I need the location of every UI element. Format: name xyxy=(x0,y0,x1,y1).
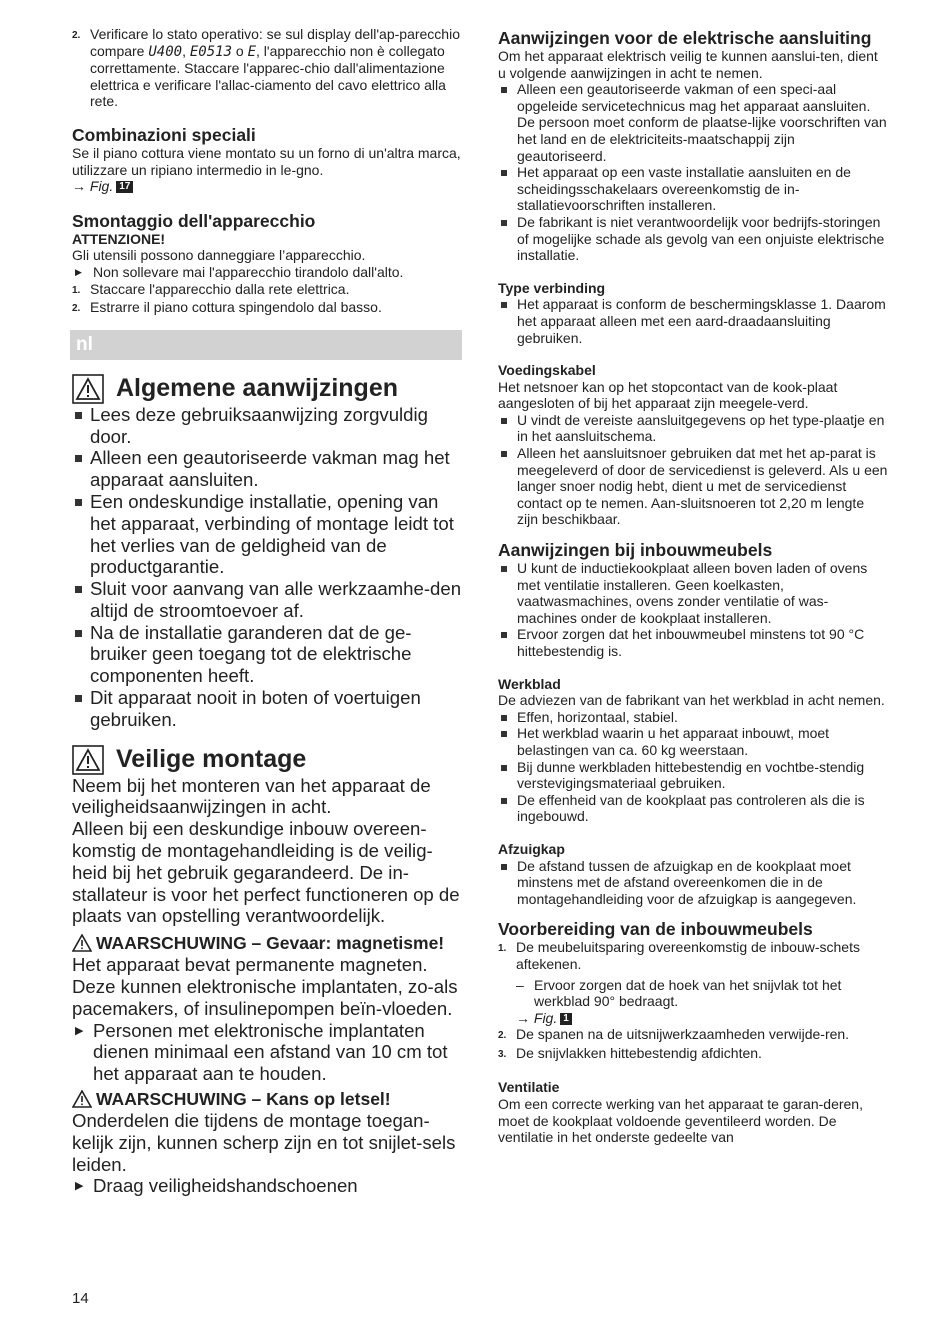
page-number: 14 xyxy=(72,1290,89,1307)
bullet-icon xyxy=(498,560,517,626)
list-item: Het apparaat op een vaste installatie aansluiten en de scheidingsschakelaars overeenkomstig de in-stallatievoorschriften installeren. xyxy=(498,164,888,214)
type-heading: Type verbinding xyxy=(498,279,606,296)
bullet-icon xyxy=(72,687,90,731)
step-text: Verificare lo stato operativo: se sul display dell'ap-parecchio compare U400, E0513 o E, l'apparecchio non è collegato correttamente. Staccare l'apparec-chio dall'alimentazione elettrica e verificare l'allac-ciamento del cavo elettrico alla rete. xyxy=(90,26,460,110)
algemene-heading: Algemene aanwijzingen xyxy=(72,374,464,404)
fig-number-badge: 1 xyxy=(560,1013,572,1025)
arrow-item: ▶ Non sollevare mai l'apparecchio tirandolo dall'alto. xyxy=(72,264,464,281)
veilige-body: Neem bij het monteren van het apparaat de veiligheidsaanwijzingen in acht. Alleen bij een deskundige inbouw overeen-komstig de montagehandleiding is de veilig-heid bij het gebruik gegarandeerd. De in-stallateur is voor het perfect functioneren op de plaats van opstelling verantwoordelijk. xyxy=(72,774,460,927)
list-item: Bij dunne werkbladen hittebestendig en vochtbe-stendig verstevigingsmateriaal gebruiken. xyxy=(498,759,888,792)
list-item: Ervoor zorgen dat het inbouwmeubel minstens tot 90 °C hittebestendig is. xyxy=(498,626,888,659)
bullet-icon xyxy=(498,445,517,528)
combinazioni-body: Se il piano cottura viene montato su un forno di un'altra marca, utilizzare un ripiano intermedio in le-gno. xyxy=(72,144,461,178)
bullet-icon xyxy=(498,81,517,164)
list-item: Na de installatie garanderen dat de ge-bruiker geen toegang tot de elektrische componenten heeft. xyxy=(72,622,464,687)
smontaggio-step: 2. Estrarre il piano cottura spingendolo dal basso. xyxy=(72,299,382,316)
bullet-icon xyxy=(498,164,517,214)
elektrisch-intro: Om het apparaat elektrisch veilig te kunnen aanslui-ten, dient u volgende aanwijzingen in acht te nemen. xyxy=(498,48,878,81)
step-number: 2. xyxy=(72,30,81,41)
list-item: De effenheid van de kookplaat pas controleren als die is ingebouwd. xyxy=(498,792,888,825)
list-item: U kunt de inductiekookplaat alleen boven laden of ovens met ventilatie installeren. Geen koelkasten, vaatwasmachines, ovens zonder ventilatie of was-machines onder de kookplaat installeren. xyxy=(498,560,888,626)
bullet-icon xyxy=(72,404,90,448)
list-item: Sluit voor aanvang van alle werkzaamhe-den altijd de stroomtoevoer af. xyxy=(72,578,464,622)
smontaggio-step: 1. Staccare l'apparecchio dalla rete elettrica. xyxy=(72,280,350,297)
list-item: Een ondeskundige installatie, opening van het apparaat, verbinding of montage leidt tot het verlies van de geldigheid van de productgarantie. xyxy=(72,491,464,578)
arrow-icon: ▶ xyxy=(75,1180,84,1193)
ventilatie-heading: Ventilatie xyxy=(498,1079,560,1096)
warning-magnetism-body: Het apparaat bevat permanente magneten. Deze kunnen elektronische implantaten, zo-als pacemakers, of insulinepompen beïn-vloeden. ▶ Personen met elektronische implantaten dienen minimaal een afstand van 10 cm tot het apparaat aan te houden. xyxy=(72,954,464,1085)
bullet-icon xyxy=(498,296,517,346)
bullet-icon xyxy=(72,578,90,622)
list-item: Alleen een geautoriseerde vakman of een speci-aal opgeleide servicetechnicus mag het apparaat aansluiten. De persoon moet conform de plaatse-lijke voorschriften van het land en de elektriciteits-maatschappij zijn geautoriseerd. xyxy=(498,81,888,164)
afzuig-heading: Afzuigkap xyxy=(498,840,565,857)
warning-injury-body: Onderdelen die tijdens de montage toegan-kelijk zijn, kunnen scherp zijn en tot snijlet-sels leiden. ▶ Draag veiligheidshandschoenen xyxy=(72,1110,464,1198)
list-item: Alleen het aansluitsnoer gebruiken dat met het ap-parat is meegeleverd of door de servicedienst is geleverd. Als u een langer snoer nodig hebt, dient u met de servicedienst contact op te nemen. Aan-sluitsnoeren tot 2,20 m lengte zijn beschikbaar. xyxy=(498,445,888,528)
elektrisch-heading: Aanwijzingen voor de elektrische aansluiting xyxy=(498,28,872,48)
elektrisch-list xyxy=(498,81,888,264)
bullet-icon xyxy=(72,491,90,578)
list-item: De afstand tussen de afzuigkap en de kookplaat moet minstens met de afstand overeenkomen die in de montagehandleiding voor de afzuigkap is aangegeven. xyxy=(498,858,888,908)
bullet-icon xyxy=(498,214,517,264)
fig-number-badge: 17 xyxy=(116,181,133,193)
bullet-icon xyxy=(72,447,90,491)
dash-item: – Ervoor zorgen dat de hoek van het snijvlak tot het werkblad 90° bedraagt. xyxy=(516,976,842,1010)
display-code: U400 xyxy=(148,43,183,60)
list-item: Alleen een geautoriseerde vakman mag het apparaat aansluiten. xyxy=(72,447,464,491)
list-item: Dit apparaat nooit in boten of voertuigen gebruiken. xyxy=(72,687,464,731)
display-code: E0513 xyxy=(189,43,233,60)
voeding-intro: Het netsnoer kan op het stopcontact van de kook-plaat aangesloten of bij het apparaat zijn meegele-verd. xyxy=(498,378,838,412)
fig-reference: → Fig. 17 xyxy=(72,178,464,195)
bullet-icon xyxy=(498,759,517,792)
warning-icon xyxy=(72,934,92,952)
warning-magnetism-heading: WAARSCHUWING – Gevaar: magnetisme! xyxy=(72,933,464,954)
left-column xyxy=(72,26,464,1198)
display-code: E xyxy=(247,43,257,60)
it-step-2 xyxy=(72,26,464,110)
smontaggio-body: Gli utensili possono danneggiare l’apparecchio. xyxy=(72,247,366,264)
combinazioni-heading: Combinazioni speciali xyxy=(72,124,256,145)
bullet-icon xyxy=(498,725,517,758)
list-item: Effen, horizontaal, stabiel. xyxy=(498,709,888,726)
arrow-item: ▶ Draag veiligheidshandschoenen xyxy=(72,1175,464,1198)
step-item: 2. De spanen na de uitsnijwerkzaamheden verwijde-ren. xyxy=(498,1026,850,1043)
right-column xyxy=(498,26,888,1146)
dash-icon: – xyxy=(516,976,524,993)
werkblad-heading: Werkblad xyxy=(498,675,561,692)
warning-triangle-icon xyxy=(72,745,104,775)
bullet-icon xyxy=(498,412,517,445)
warning-icon xyxy=(72,1090,92,1108)
list-item: Lees deze gebruiksaanwijzing zorgvuldig door. xyxy=(72,404,464,448)
voorbereiding-heading: Voorbereiding van de inbouwmeubels xyxy=(498,919,813,940)
bullet-icon xyxy=(498,626,517,659)
list-item: Het apparaat is conform de beschermingsklasse 1. Daarom het apparaat alleen met een aard-draadaansluiting gebruiken. xyxy=(498,296,888,346)
arrow-icon: ▶ xyxy=(75,266,82,277)
bullet-icon xyxy=(498,792,517,825)
bullet-icon xyxy=(498,858,517,908)
voeding-heading: Voedingskabel xyxy=(498,362,596,379)
inbouw-heading: Aanwijzingen bij inbouwmeubels xyxy=(498,540,773,561)
veilige-heading: Veilige montage xyxy=(72,745,464,775)
step-item: 1. De meubeluitsparing overeenkomstig de inbouw-schets aftekenen. xyxy=(498,939,860,972)
list-item: De fabrikant is niet verantwoordelijk voor bedrijfs-storingen of mogelijke schade als gevolg van een onjuiste elektrische installatie. xyxy=(498,214,888,264)
warning-injury-heading: WAARSCHUWING – Kans op letsel! xyxy=(72,1089,464,1110)
bullet-icon xyxy=(498,709,517,726)
smontaggio-heading: Smontaggio dell'apparecchio xyxy=(72,210,316,231)
ventilatie-body: Om een correcte werking van het apparaat te garan-deren, moet de kookplaat voldoende geventileerd worden. De ventilatie in het onderste gedeelte van xyxy=(498,1096,863,1146)
fig-reference: → Fig. 1 xyxy=(516,1010,888,1027)
list-item: Het werkblad waarin u het apparaat inbouwt, moet belastingen van ca. 60 kg weerstaan. xyxy=(498,725,888,758)
list-item: U vindt de vereiste aansluitgegevens op het type-plaatje en in het aansluitschema. xyxy=(498,412,888,445)
arrow-item: ▶ Personen met elektronische implantaten dienen minimaal een afstand van 10 cm tot het apparaat aan te houden. xyxy=(72,1020,464,1085)
language-section-bar: nl xyxy=(70,330,462,360)
arrow-icon: ▶ xyxy=(75,1024,84,1037)
werkblad-intro: De adviezen van de fabrikant van het werkblad in acht nemen. xyxy=(498,692,885,709)
algemene-list xyxy=(72,404,464,731)
bullet-icon xyxy=(72,622,90,687)
step-item: 3. De snijvlakken hittebestendig afdichten. xyxy=(498,1044,762,1061)
warning-triangle-icon xyxy=(72,374,104,404)
attention-label: ATTENZIONE! xyxy=(72,230,166,247)
